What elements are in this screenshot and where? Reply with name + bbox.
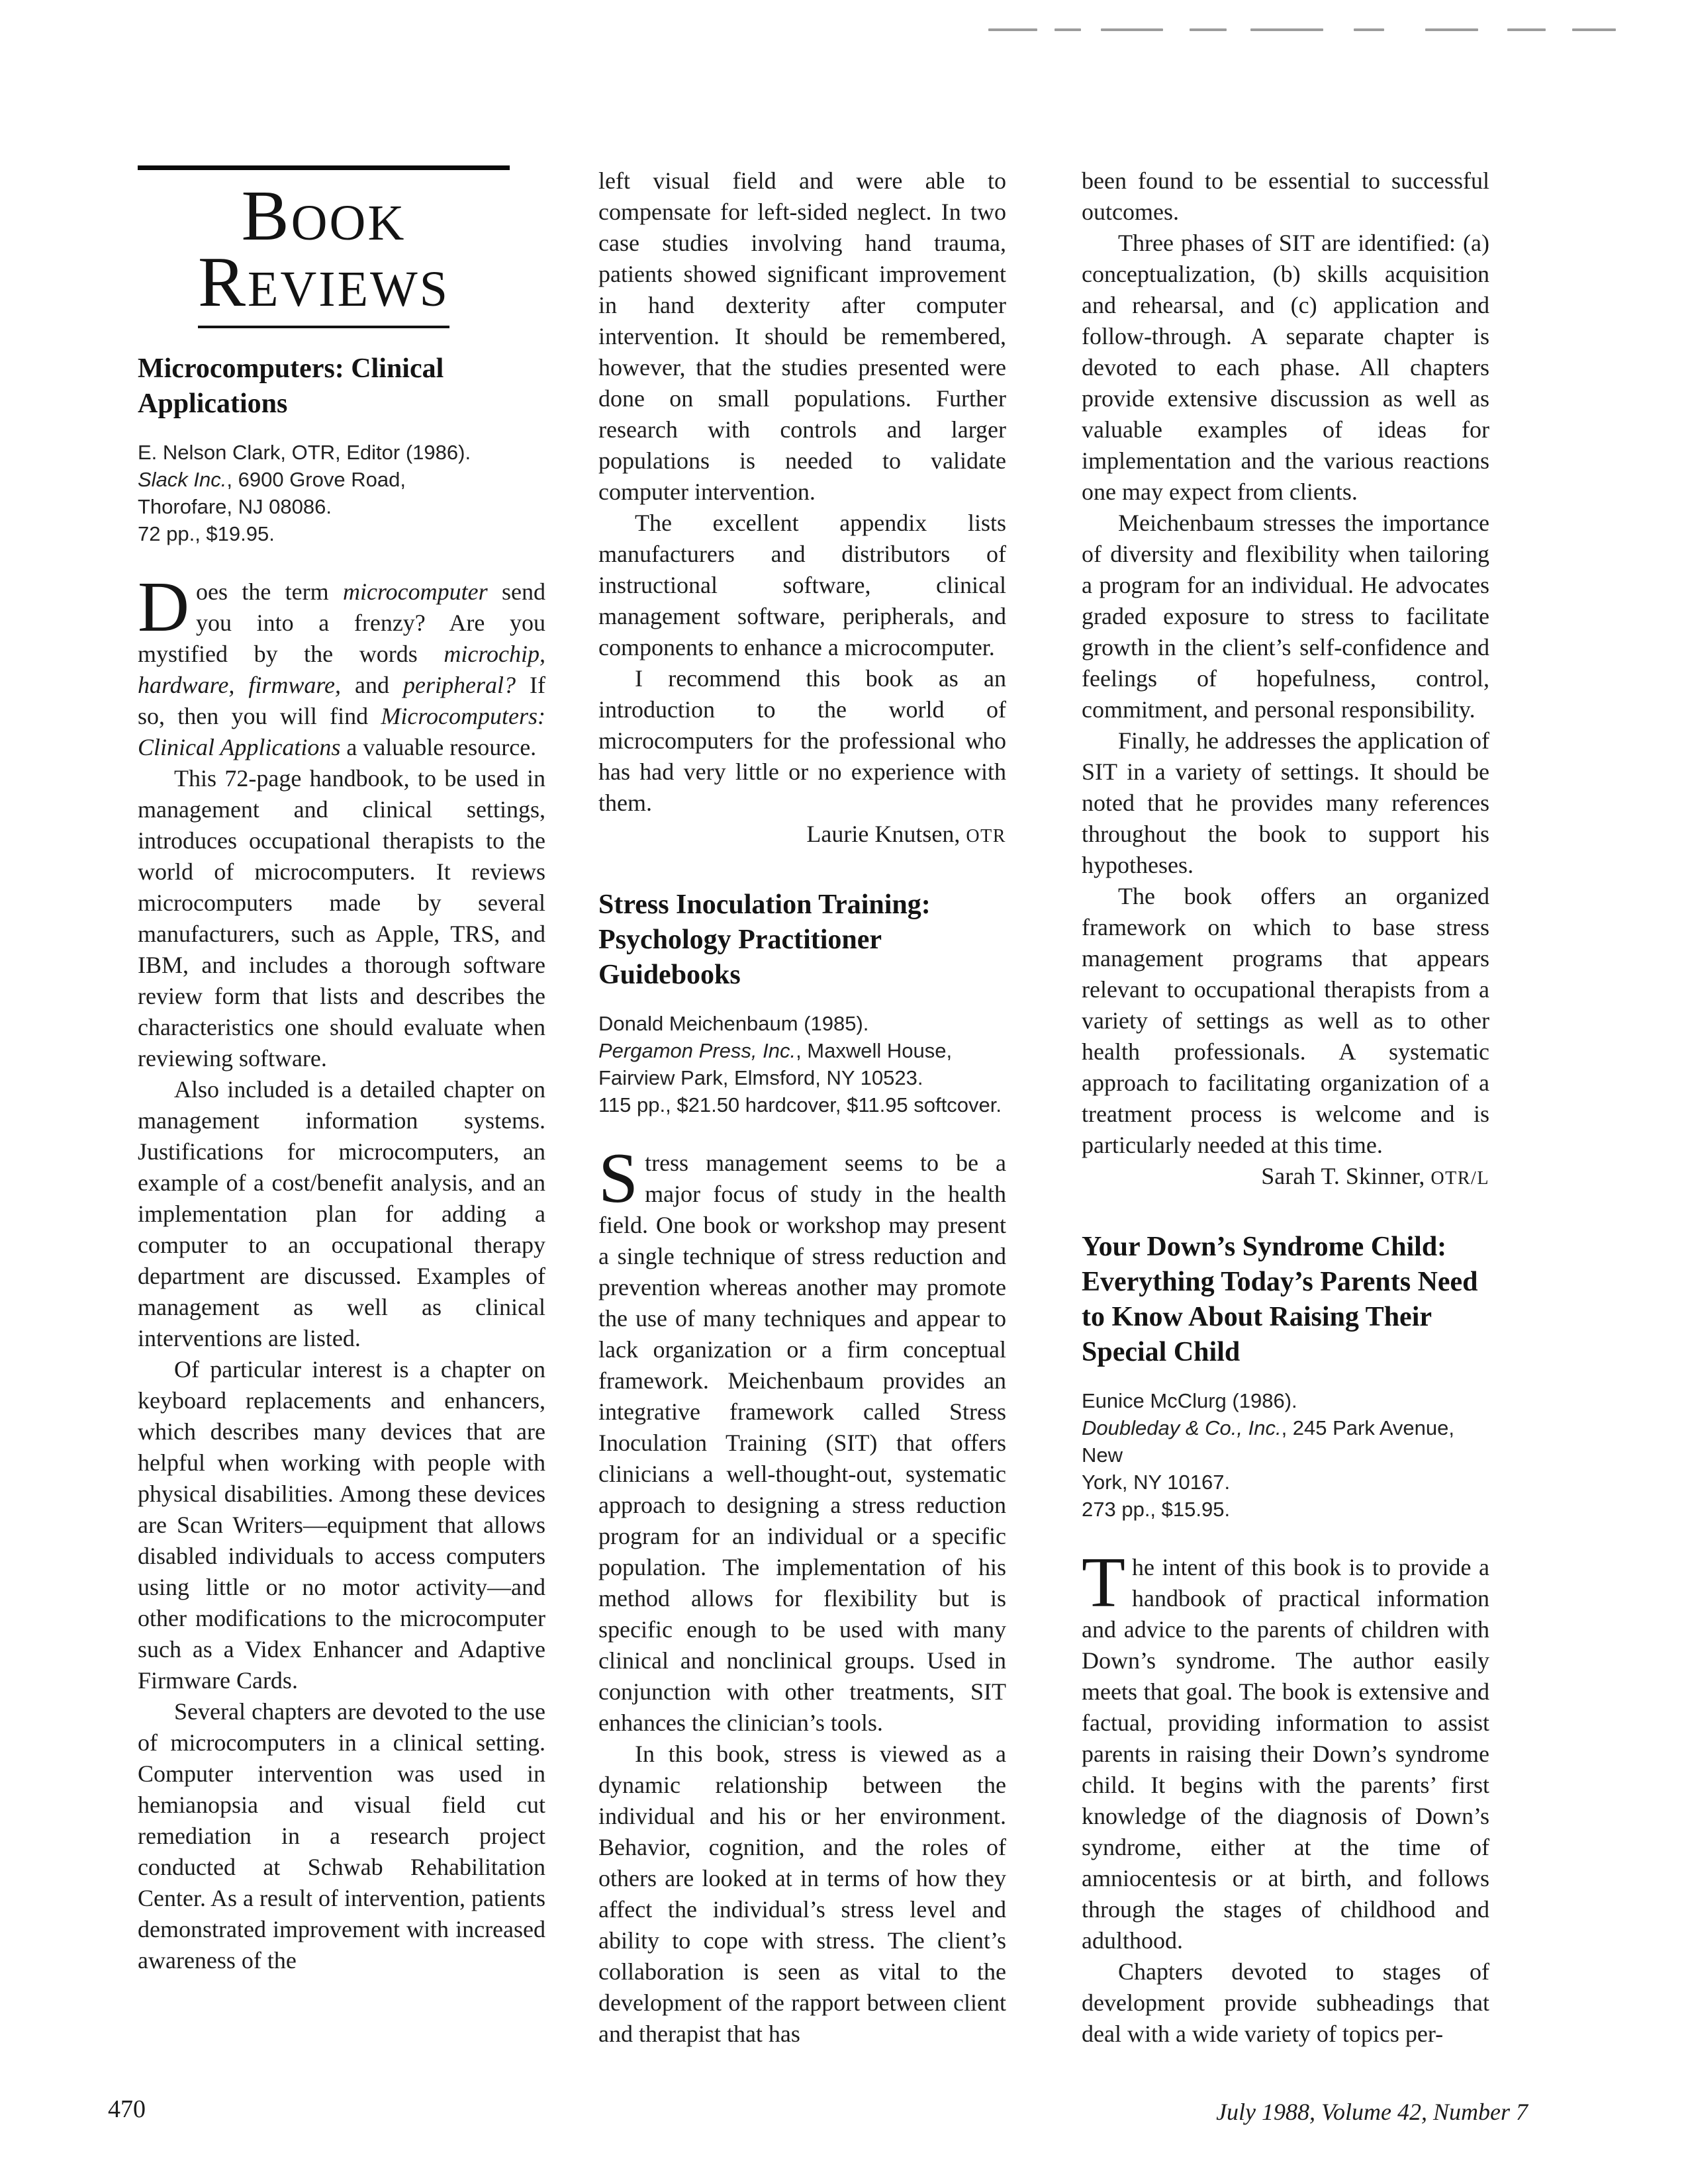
body-paragraph: The book offers an organized framework on which to base stress management programs that appears relevant to occupational therapists from a variety of settings as well as to other health professionals. A systematic approach to facilitating organization of a treatment process is welcome and is particularly needed at this time. <box>1082 883 1489 1158</box>
reviewer-credential: OTR/L <box>1430 1168 1489 1189</box>
review-title: Microcomputers: Clinical Applications <box>138 353 444 419</box>
citation-line: Slack Inc., 6900 Grove Road, <box>138 468 406 491</box>
scan-dash <box>1354 28 1384 31</box>
column-right <box>1082 165 1489 2050</box>
body-paragraph: left visual field and were able to compensate for left-sided neglect. In two case studies involving hand trauma, patients showed significant improvement in hand dexterity after computer intervention. It should be remembered, however, that the studies presented were done on small populations. Further research with controls and larger populations is needed to validate computer intervention. <box>598 167 1006 505</box>
citation-line: 273 pp., $15.95. <box>1082 1498 1231 1521</box>
reviewer-credential: OTR <box>966 826 1006 846</box>
scan-dash <box>1572 28 1616 31</box>
scan-dash-marks <box>988 28 1616 32</box>
book-citation <box>598 1010 1006 1118</box>
body-paragraph: Several chapters are devoted to the use of microcomputers in a clinical setting. Computer intervention was used in hemianopsia and visual field cut remediation in a research project conducted at Schwab Rehabilitation Center. As a result of intervention, patients demonstrated improvement with increased awareness of the <box>138 1698 545 1974</box>
citation-line: Donald Meichenbaum (1985). <box>598 1012 869 1035</box>
masthead-title: Book Reviews <box>138 183 510 316</box>
scan-dash <box>1055 28 1081 31</box>
scan-dash <box>1507 28 1546 31</box>
review-title: Stress Inoculation Training: Psychology Practitioner Guidebooks <box>598 889 931 990</box>
body-paragraph: Chapters devoted to stages of development provide subheadings that deal with a wide variety of topics per- <box>1082 1958 1489 2047</box>
body-paragraph: I recommend this book as an introduction to the world of microcomputers for the professional who has had very little or no experience with them. <box>598 665 1006 816</box>
citation-line: 115 pp., $21.50 hardcover, $11.95 softcover. <box>598 1093 1002 1116</box>
body-paragraph: In this book, stress is viewed as a dynamic relationship between the individual and his or her environment. Behavior, cognition, and the roles of others are looked at in terms of how they affect the individual’s stress level and ability to cope with stress. The client’s collaboration is seen as vital to the development of the rapport between client and therapist that has <box>598 1741 1006 2047</box>
column-left <box>138 165 545 1976</box>
body-paragraph: This 72-page handbook, to be used in management and clinical settings, introduces occupational therapists to the world of microcomputers. It reviews microcomputers made by several manufacturers, such as Apple, TRS, and IBM, and includes a thorough software review form that lists and describes the characteristics one should evaluate when reviewing software. <box>138 765 545 1071</box>
masthead-rule <box>138 165 510 170</box>
page-number: 470 <box>108 2095 146 2123</box>
body-paragraph: Also included is a detailed chapter on management information systems. Justifications for microcomputers, an example of a cost/benefit analysis, and an implementation plan for adding a computer to an occupational therapy department are discussed. Examples of management as well as clinical interventions are listed. <box>138 1076 545 1351</box>
citation-line: Pergamon Press, Inc., Maxwell House, <box>598 1039 953 1062</box>
body-paragraph: Stress management seems to be a major focus of study in the health field. One book or workshop may present a single technique of stress reduction and prevention whereas another may promote the use of many techniques and appear to lack organization or a firm conceptual framework. Meichenbaum provides an integrative framework called Stress Inoculation Training (SIT) that offers clinicians a well-thought-out, systematic approach to designing a stress reduction program for an individual or a specific population. The implementation of his method allows for flexibility but is specific enough to be used with many clinical and nonclinical groups. Used in conjunction with other treatments, SIT enhances the clinician’s tools. <box>598 1139 1006 1736</box>
citation-line: Eunice McClurg (1986). <box>1082 1389 1297 1412</box>
book-citation <box>138 439 545 547</box>
scan-dash <box>1101 28 1163 31</box>
citation-line: Doubleday & Co., Inc., 245 Park Avenue, New <box>1082 1416 1454 1467</box>
citation-line: Thorofare, NJ 08086. <box>138 495 332 518</box>
book-citation <box>1082 1387 1489 1523</box>
scan-dash <box>1425 28 1478 31</box>
issue-line: July 1988, Volume 42, Number 7 <box>1216 2099 1528 2125</box>
citation-line: 72 pp., $19.95. <box>138 522 275 545</box>
citation-line: York, NY 10167. <box>1082 1471 1231 1494</box>
citation-line: Fairview Park, Elmsford, NY 10523. <box>598 1066 923 1089</box>
scan-dash <box>1190 28 1227 31</box>
column-middle <box>598 165 1006 2050</box>
body-paragraph: Three phases of SIT are identified: (a) conceptualization, (b) skills acquisition and rehearsal, and (c) application and follow-through. A separate chapter is devoted to each phase. All chapters provide extensive discussion as well as valuable examples of ideas for implementation and the various reactions one may expect from clients. <box>1082 230 1489 505</box>
body-paragraph: been found to be essential to successful outcomes. <box>1082 167 1489 225</box>
scan-dash <box>1250 28 1323 31</box>
body-paragraph: Meichenbaum stresses the importance of diversity and flexibility when tailoring a program for an individual. He advocates graded exposure to stress to facilitate growth in the client’s self-confidence and feelings of hopefulness, control, commitment, and personal responsibility. <box>1082 510 1489 723</box>
reviewer-signature: Laurie Knutsen, OTR <box>806 821 1006 847</box>
body-paragraph: The excellent appendix lists manufacturers and distributors of instructional software, clinical management software, peripherals, and components to enhance a microcomputer. <box>598 510 1006 660</box>
reviewer-signature: Sarah T. Skinner, OTR/L <box>1261 1163 1489 1189</box>
body-paragraph: Finally, he addresses the application of SIT in a variety of settings. It should be noted that he provides many references throughout the book to support his hypotheses. <box>1082 727 1489 878</box>
body-paragraph: Of particular interest is a chapter on keyboard replacements and enhancers, which describes many devices that are helpful when working with people with physical disabilities. Among these devices are Scan Writers—equipment that allows disabled individuals to access computers using little or no motor activity—and other modifications to the microcomputer such as a Videx Enhancer and Adaptive Firmware Cards. <box>138 1356 545 1694</box>
scan-dash <box>988 28 1037 31</box>
review-title: Your Down’s Syndrome Child: Everything Today’s Parents Need to Know About Raising Their Special Child <box>1082 1232 1478 1367</box>
body-paragraph: Does the term microcomputer send you into a frenzy? Are you mystified by the words microchip, hardware, firmware, and peripheral? If so, then you will find Microcomputers: Clinical Applications a valuable resource. <box>138 568 545 760</box>
body-paragraph: The intent of this book is to provide a handbook of practical information and advice to the parents of children with Down’s syndrome. The author easily meets that goal. The book is extensive and factual, providing information to assist parents in raising their Down’s syndrome child. It begins with the parents’ first knowledge of the diagnosis of Down’s syndrome, either at the time of amniocentesis or at birth, and follows through the stages of childhood and adulthood. <box>1082 1543 1489 1954</box>
citation-line: E. Nelson Clark, OTR, Editor (1986). <box>138 441 471 464</box>
section-masthead <box>138 165 510 322</box>
